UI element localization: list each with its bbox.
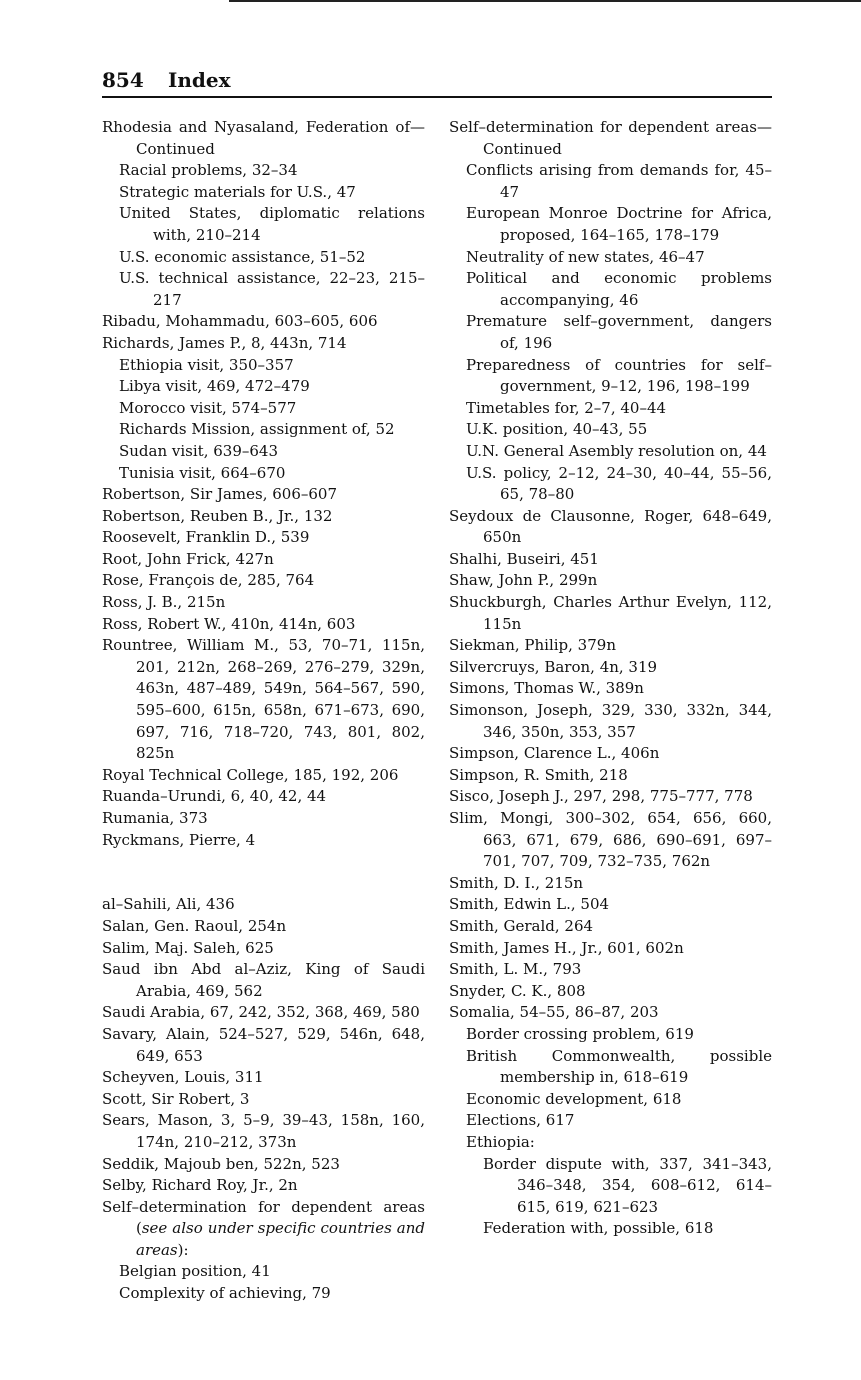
page-number: 854 xyxy=(102,68,144,92)
index-subentry: Political and economic problems accompanying, 46 xyxy=(466,269,772,309)
index-entry: Smith, Edwin L., 504 xyxy=(449,895,610,914)
index-entry: Simonson, Joseph, 329, 330, 332n, 344, 346, 350n, 353, 357 xyxy=(449,701,772,741)
index-entry: Slim, Mongi, 300–302, 654, 656, 660, 663, 671, 679, 686, 690–691, 697–701, 707, 709, 732–735, 762n xyxy=(449,809,772,871)
index-entry: Silvercruys, Baron, 4n, 319 xyxy=(449,657,658,676)
index-subentry: British Commonwealth, possible membership in, 618–619 xyxy=(466,1046,772,1087)
index-entry: Robertson, Sir James, 606–607 xyxy=(102,485,337,504)
index-subentry: Tunisia visit, 664–670 xyxy=(119,463,286,482)
index-subentry: Timetables for, 2–7, 40–44 xyxy=(466,398,667,417)
index-entry: Rumania, 373 xyxy=(102,809,208,827)
index-entry: Selby, Richard Roy, Jr., 2n xyxy=(102,1176,298,1195)
index-entry: Sisco, Joseph J., 297, 298, 775–777, 778 xyxy=(449,787,753,806)
index-entry: Royal Technical College, 185, 192, 206 xyxy=(102,765,399,784)
index-entry: Shuckburgh, Charles Arthur Evelyn, 112, 115n xyxy=(449,593,772,633)
index-entry: Salan, Gen. Raoul, 254n xyxy=(102,916,287,935)
index-entry: al–Sahili, Ali, 436 xyxy=(102,895,235,914)
index-subentry: Strategic materials for U.S., 47 xyxy=(119,182,356,201)
index-subentry: U.S. technical assistance, 22–23, 215–217 xyxy=(119,269,425,309)
index-entry: Ross, Robert W., 410n, 414n, 603 xyxy=(102,614,356,633)
index-entry: Shalhi, Buseiri, 451 xyxy=(449,549,599,568)
index-entry: Simpson, Clarence L., 406n xyxy=(449,744,660,763)
index-column-left xyxy=(102,117,425,1305)
index-column-right xyxy=(449,117,772,1240)
page-header xyxy=(102,66,772,98)
index-entry: Smith, D. I., 215n xyxy=(449,873,584,892)
index-subentry: Border crossing problem, 619 xyxy=(466,1024,694,1043)
index-entry: Saud ibn Abd al–Aziz, King of Saudi Arabia, 469, 562 xyxy=(102,960,425,1000)
index-entry: Ribadu, Mohammadu, 603–605, 606 xyxy=(102,312,378,331)
index-subentry: Morocco visit, 574–577 xyxy=(119,398,297,417)
index-entry: Robertson, Reuben B., Jr., 132 xyxy=(102,506,333,525)
index-spacer xyxy=(102,851,425,873)
index-entry: Simons, Thomas W., 389n xyxy=(449,679,644,698)
index-spacer xyxy=(102,873,425,895)
index-entry: Roosevelt, Franklin D., 539 xyxy=(102,528,310,547)
index-subentry: U.N. General Asembly resolution on, 44 xyxy=(466,441,767,460)
index-subentry: U.S. policy, 2–12, 24–30, 40–44, 55–56, 65, 78–80 xyxy=(466,463,772,504)
index-subentry: Ethiopia: xyxy=(466,1132,535,1151)
index-subentry: Racial problems, 32–34 xyxy=(119,161,298,180)
index-entry: Snyder, C. K., 808 xyxy=(449,981,586,1000)
index-entry: Rhodesia and Nyasaland, Federation of—Continued xyxy=(102,118,425,158)
index-subentry: Preparedness of countries for self–government, 9–12, 196, 198–199 xyxy=(466,355,772,396)
index-subentry: Sudan visit, 639–643 xyxy=(119,441,279,460)
index-subentry: Richards Mission, assignment of, 52 xyxy=(119,420,395,439)
index-entry: Smith, James H., Jr., 601, 602n xyxy=(449,938,684,957)
index-subentry: Premature self–government, dangers of, 196 xyxy=(466,312,772,352)
index-entry: Ruanda–Urundi, 6, 40, 42, 44 xyxy=(102,787,327,806)
index-subentry: Belgian position, 41 xyxy=(119,1262,271,1281)
index-subentry: Elections, 617 xyxy=(466,1111,575,1130)
index-subentry: Border dispute with, 337, 341–343, 346–348, 354, 608–612, 614–615, 619, 621–623 xyxy=(483,1154,772,1216)
index-subentry: Economic development, 618 xyxy=(466,1089,682,1108)
top-rule xyxy=(229,0,861,2)
index-subentry: European Monroe Doctrine for Africa, proposed, 164–165, 178–179 xyxy=(466,204,772,244)
index-entry: Richards, James P., 8, 443n, 714 xyxy=(102,333,347,352)
index-entry: Sears, Mason, 3, 5–9, 39–43, 158n, 160, 174n, 210–212, 373n xyxy=(102,1111,425,1151)
index-entry: Salim, Maj. Saleh, 625 xyxy=(102,938,274,957)
index-subentry: U.K. position, 40–43, 55 xyxy=(466,420,648,439)
index-entry: Self–determination for dependent areas—Continued xyxy=(449,118,772,158)
index-entry: Somalia, 54–55, 86–87, 203 xyxy=(449,1003,659,1022)
index-subentry: Libya visit, 469, 472–479 xyxy=(119,377,310,396)
index-entry: Siekman, Philip, 379n xyxy=(449,636,616,655)
index-entry: Shaw, John P., 299n xyxy=(449,571,598,590)
index-entry: Saudi Arabia, 67, 242, 352, 368, 469, 580 xyxy=(102,1003,420,1022)
index-entry: Rountree, William M., 53, 70–71, 115n, 201, 212n, 268–269, 276–279, 329n, 463n, 487–489, 549n, 564–567, 590, 595–600, 615n, 658n, 671–673, 690, 697, 716, 718–720, 743, 801, 802, 825n xyxy=(102,636,425,763)
index-subentry: U.S. economic assistance, 51–52 xyxy=(119,247,366,266)
index-entry: Seddik, Majoub ben, 522n, 523 xyxy=(102,1154,340,1173)
index-entry: Seydoux de Clausonne, Roger, 648–649, 650n xyxy=(449,506,772,547)
index-entry: Scheyven, Louis, 311 xyxy=(102,1068,264,1087)
index-entry: Rose, François de, 285, 764 xyxy=(102,571,315,590)
index-entry: Root, John Frick, 427n xyxy=(102,549,274,568)
index-subentry: Conflicts arising from demands for, 45–47 xyxy=(466,161,772,201)
index-entry: Ryckmans, Pierre, 4 xyxy=(102,830,256,849)
index-subentry: Neutrality of new states, 46–47 xyxy=(466,247,705,266)
index-subentry: Complexity of achieving, 79 xyxy=(119,1284,331,1303)
index-subentry: Federation with, possible, 618 xyxy=(483,1219,714,1238)
index-entry: Smith, L. M., 793 xyxy=(449,960,582,979)
index-entry: Scott, Sir Robert, 3 xyxy=(102,1089,250,1108)
page-title: Index xyxy=(168,68,231,92)
index-entry: Ross, J. B., 215n xyxy=(102,593,226,612)
index-entry: Self–determination for dependent areas (see also under specific countries and areas): xyxy=(102,1197,425,1259)
index-entry: Simpson, R. Smith, 218 xyxy=(449,765,628,784)
index-subentry: United States, diplomatic relations with, 210–214 xyxy=(119,204,425,244)
index-entry: Smith, Gerald, 264 xyxy=(449,916,594,935)
index-subentry: Ethiopia visit, 350–357 xyxy=(119,355,294,374)
index-entry: Savary, Alain, 524–527, 529, 546n, 648, 649, 653 xyxy=(102,1024,425,1065)
